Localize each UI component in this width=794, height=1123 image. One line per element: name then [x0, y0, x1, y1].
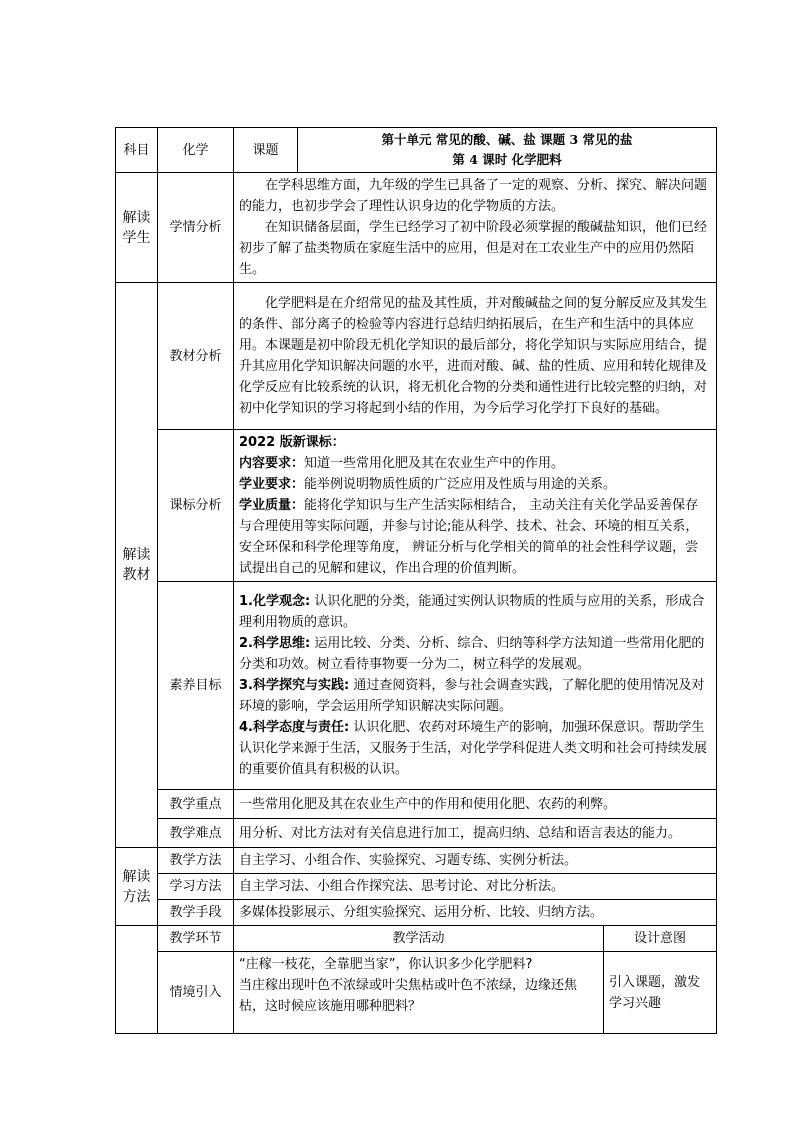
literacy-item-title: 4.科学态度与责任: — [239, 720, 350, 735]
process-stage: 情境引入 — [158, 952, 234, 1034]
teaching-means-row — [116, 900, 717, 926]
section-materials: 解读教材 — [116, 283, 158, 848]
col-intent-header: 设计意图 — [604, 926, 717, 952]
difficulty-label: 教学难点 — [158, 819, 234, 848]
lesson-title — [298, 128, 717, 173]
teaching-method-row — [116, 848, 717, 874]
academic-quality — [239, 495, 711, 579]
standards-heading: 2022 版新课标： — [239, 435, 345, 450]
academic-requirement-text: 能举例说明物质性质的广泛应用及性质与用途的关系。 — [304, 477, 617, 492]
process-empty-cell — [116, 926, 158, 1034]
literacy-item-title: 1.化学观念: — [239, 594, 311, 609]
content-requirement-text: 知道一些常用化肥及其在农业生产中的作用。 — [304, 456, 565, 471]
literacy-label: 素养目标 — [158, 582, 234, 790]
process-activity-line1: “庄稼一枝花，全靠肥当家”，你认识多少化学肥料? — [239, 957, 533, 972]
student-analysis-label: 学情分析 — [158, 173, 234, 283]
process-activity — [234, 952, 604, 1034]
academic-requirement-label: 学业要求： — [239, 477, 305, 492]
teaching-method-text: 自主学习、小组合作、实验探究、习题专练、实例分析法。 — [234, 848, 717, 874]
academic-requirement — [239, 474, 711, 495]
student-analysis-p2: 在知识储备层面，学生已经学习了初中阶段必须掌握的酸碱盐知识，他们已经初步了解了盐类物质在家庭生活中的应用，但是对在工农业生产中的应用仍然陌生。 — [239, 220, 708, 277]
literacy-item — [239, 633, 711, 675]
content-requirement — [239, 453, 711, 474]
student-analysis-p1: 在学科思维方面，九年级的学生已具备了一定的观察、分析、探究、解决问题的能力，也初步学会了理性认识身边的化学物质的方法。 — [239, 178, 708, 214]
topic-label: 课题 — [234, 128, 298, 173]
literacy-item-title: 3.科学探究与实践: — [239, 678, 350, 693]
lesson-title-line2: 第 4 课时 化学肥料 — [452, 152, 562, 167]
literacy-item — [239, 675, 711, 717]
learning-method-row — [116, 874, 717, 900]
literacy-item-text: 认识化肥的分类，能通过实例认识物质的性质与应用的关系，形成合理利用物质的意识。 — [239, 594, 705, 630]
section-methods: 解读方法 — [116, 848, 158, 926]
key-point-row — [116, 790, 717, 819]
key-point-label: 教学重点 — [158, 790, 234, 819]
process-intent: 引入课题，激发学习兴趣 — [604, 952, 717, 1034]
textbook-analysis-cell — [234, 283, 717, 430]
header-row — [116, 128, 717, 173]
lesson-title-line1: 第十单元 常见的酸、碱、盐 课题 3 常见的盐 — [381, 132, 633, 147]
teaching-method-label: 教学方法 — [158, 848, 234, 874]
teaching-means-text: 多媒体投影展示、分组实验探究、运用分析、比较、归纳方法。 — [234, 900, 717, 926]
literacy-item-text: 认识化肥、农药对环境生产的影响，加强环保意识。帮助学生认识化学来源于生活，又服务于生活，对化学学科促进人类文明和社会可持续发展的重要价值具有积极的认识。 — [239, 720, 708, 777]
literacy-item — [239, 591, 711, 633]
student-analysis-text — [234, 173, 717, 283]
teaching-means-label: 教学手段 — [158, 900, 234, 926]
key-point-text: 一些常用化肥及其在农业生产中的作用和使用化肥、农药的利弊。 — [234, 790, 717, 819]
difficulty-text: 用分析、对比方法对有关信息进行加工，提高归纳、总结和语言表达的能力。 — [234, 819, 717, 848]
lesson-plan-table — [115, 127, 717, 1034]
literacy-item — [239, 717, 711, 780]
learning-method-label: 学习方法 — [158, 874, 234, 900]
process-header-row — [116, 926, 717, 952]
process-row — [116, 952, 717, 1034]
literacy-cell — [234, 582, 717, 790]
literacy-item-title: 2.科学思维: — [239, 636, 311, 651]
literacy-item-text: 运用比较、分类、分析、综合、归纳等科学方法知道一些常用化肥的分类和功效。树立看待事物要一分为二，树立科学的发展观。 — [239, 636, 705, 672]
textbook-analysis-label: 教材分析 — [158, 283, 234, 430]
subject-value: 化学 — [158, 128, 234, 173]
col-stage-header: 教学环节 — [158, 926, 234, 952]
standards-label: 课标分析 — [158, 430, 234, 582]
col-activity-header: 教学活动 — [234, 926, 604, 952]
textbook-analysis-text: 化学肥料是在介绍常见的盐及其性质，并对酸碱盐之间的复分解反应及其发生的条件、部分离子的检验等内容进行总结归纳拓展后，在生产和生活中的具体应用。本课题是初中阶段无机化学知识的最后部分，将化学知识与实际应用结合，提升其应用化学知识解决问题的水平，进而对酸、碱、盐的性质、应用和转化规律及化学反应有比较系统的认识，将无机化合物的分类和通性进行比较完整的归纳，对初中化学知识的学习将起到小结的作用，为今后学习化学打下良好的基础。 — [239, 296, 708, 416]
section-students: 解读学生 — [116, 173, 158, 283]
literacy-item-text: 通过查阅资料，参与社会调查实践，了解化肥的使用情况及对环境的影响，学会运用所学知识解决实际问题。 — [239, 678, 705, 714]
literacy-row — [116, 582, 717, 790]
standards-row — [116, 430, 717, 582]
learning-method-text: 自主学习法、小组合作探究法、思考讨论、对比分析法。 — [234, 874, 717, 900]
process-activity-line2: 当庄稼出现叶色不浓绿或叶尖焦枯或叶色不浓绿，边缘还焦枯，这时候应该施用哪种肥料？ — [239, 978, 578, 1014]
content-requirement-label: 内容要求： — [239, 456, 305, 471]
subject-label: 科目 — [116, 128, 158, 173]
textbook-analysis-row — [116, 283, 717, 430]
academic-quality-label: 学业质量： — [239, 498, 305, 513]
student-analysis-row — [116, 173, 717, 283]
academic-quality-text: 能将化学知识与生产生活实际相结合， 主动关注有关化学品妥善保存与合理使用等实际问题，并参与讨论;能从科学、技术、社会、环境的相互关系，安全环保和科学伦理等角度， 辨证分析与化学相关的简单的社会性科学议题，尝试提出自己的见解和建议，作出合理的价值判断。 — [239, 498, 699, 576]
standards-cell — [234, 430, 717, 582]
difficulty-row — [116, 819, 717, 848]
